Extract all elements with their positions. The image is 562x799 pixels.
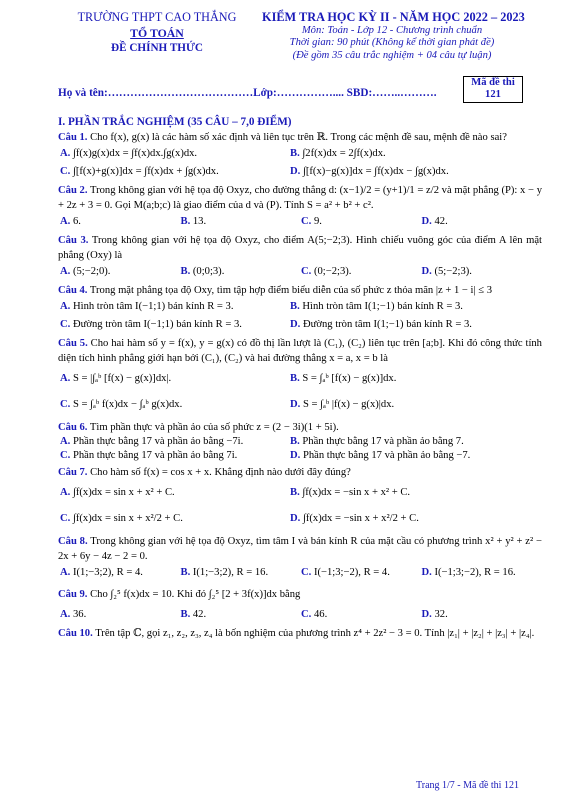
question-text: Trong mặt phẳng tọa độ Oxy, tìm tập hợp điểm biểu diễn của số phức z thỏa mãn |z + 1 − i| ≤ 3 [89, 285, 493, 296]
section-title: I. PHẦN TRẮC NGHIỆM (35 CÂU – 7,0 ĐIỂM) [58, 116, 292, 128]
option-letter: B. [180, 266, 191, 277]
option-b[interactable] [181, 564, 302, 582]
department-name: TỔ TOÁN [130, 26, 184, 40]
options-row [58, 145, 542, 163]
option-letter: B. [290, 148, 300, 159]
option-text: 42. [434, 216, 448, 227]
exam-subject: Môn: Toán - Lớp 12 - Chương trình chuẩn [301, 25, 483, 36]
options-row [58, 480, 542, 506]
question-number: Câu 2. [58, 185, 88, 196]
options-row [58, 298, 542, 316]
question-text: Trong không gian với hệ tọa độ Oxyz, cho đường thẳng d: (x−1)/2 = (y+1)/1 = z/2 và mặt phẳng (P): x − y + 2z + 3 = 0. Gọi M(a;b;c) là giao điểm của d và (P). Tính S = a² + b² + c². [58, 185, 542, 211]
question-1 [58, 130, 542, 145]
option-a[interactable] [60, 564, 181, 582]
option-text: 32. [434, 609, 448, 620]
option-text: Hình tròn tâm I(1;−1) bán kính R = 3. [302, 301, 463, 312]
school-name: TRƯỜNG THPT CAO THẮNG [77, 10, 237, 24]
options-row [58, 435, 542, 449]
option-letter: B. [180, 567, 191, 578]
option-a[interactable] [60, 213, 181, 231]
question-text: Trong không gian với hệ tọa độ Oxyz, cho điểm A(5;−2;3). Hình chiếu vuông góc của điểm A lên mặt phẳng (Oxy) là [58, 235, 542, 261]
option-text: Đường tròn tâm I(−1;1) bán kính R = 3. [72, 319, 242, 330]
question-number: Câu 6. [58, 422, 88, 433]
option-c[interactable] [60, 449, 290, 463]
question-number: Câu 4. [58, 285, 88, 296]
option-text: ∫f(x)dx = −sin x + x²/2 + C. [302, 513, 419, 524]
option-text: (5;−2;0). [72, 266, 111, 277]
option-letter: A. [60, 487, 71, 498]
option-text: ∫f(x)dx = −sin x + x² + C. [302, 487, 411, 498]
option-letter: D. [290, 513, 301, 524]
option-text: 13. [192, 216, 207, 227]
options-row [58, 263, 542, 281]
option-b[interactable] [290, 145, 386, 163]
question-number: Câu 9. [58, 589, 88, 600]
question-list [58, 130, 542, 641]
option-text: ∫f(x)g(x)dx = ∫f(x)dx.∫g(x)dx. [72, 148, 198, 159]
exam-title: KIỂM TRA HỌC KỲ II - NĂM HỌC 2022 – 2023 [262, 10, 525, 24]
official-label: ĐỀ CHÍNH THỨC [111, 42, 203, 54]
question-text: Cho hai hàm số y = f(x), y = g(x) có đồ thị lần lượt là (C₁), (C₂) liên tục trên [a;b]. Khi đó công thức tính diện tích hình phẳng giới hạn bởi (C₁), (C₂) và hai đường thẳng x = a, x = b là [58, 338, 542, 364]
question-text: Cho hàm số f(x) = cos x + x. Khẳng định nào dưới đây đúng? [90, 467, 351, 478]
option-c[interactable] [60, 506, 290, 532]
question-number: Câu 5. [58, 338, 88, 349]
option-b[interactable] [181, 606, 302, 624]
option-text: S = ∫ₐᵇ |f(x) − g(x)|dx. [302, 399, 395, 410]
option-letter: A. [60, 301, 71, 312]
option-letter: D. [290, 450, 301, 461]
question-text: Trong không gian với hệ tọa độ Oxyz, tìm tâm I và bán kính R của mặt cầu có phương trình x² + y² + z² − 2x + 6y − 4z − 2 = 0. [58, 536, 542, 562]
exam-code-label: Mã đề thi [471, 77, 515, 88]
question-2 [58, 183, 542, 213]
options-row [58, 606, 542, 624]
option-letter: B. [290, 487, 300, 498]
question-number: Câu 8. [58, 536, 88, 547]
option-d[interactable] [422, 213, 543, 231]
option-c[interactable] [301, 263, 422, 281]
option-a[interactable] [60, 298, 290, 316]
option-letter: A. [60, 609, 71, 620]
exam-code-number: 121 [485, 89, 501, 100]
option-a[interactable] [60, 480, 290, 506]
option-letter: C. [301, 266, 312, 277]
option-letter: C. [60, 166, 71, 177]
question-3 [58, 233, 542, 263]
option-d[interactable] [422, 263, 543, 281]
option-c[interactable] [301, 564, 422, 582]
option-text: ∫2f(x)dx = 2∫f(x)dx. [302, 148, 386, 159]
options-row [58, 366, 542, 392]
option-a[interactable] [60, 263, 181, 281]
option-text: I(−1;3;−2), R = 16. [434, 567, 516, 578]
option-text: Phần thực bằng 17 và phần ảo bằng 7i. [72, 450, 238, 461]
option-letter: A. [60, 266, 71, 277]
exam-time: Thời gian: 90 phút (Không kể thời gian phát đề) [289, 37, 495, 49]
question-text: Tìm phần thực và phần ảo của số phức z = (2 − 3i)(1 + 5i). [89, 422, 339, 433]
question-number: Câu 1. [58, 132, 88, 143]
option-text: (5;−2;3). [434, 266, 472, 277]
option-text: I(1;−3;2), R = 4. [72, 567, 143, 578]
option-letter: A. [60, 567, 71, 578]
option-text: ∫f(x)dx = sin x + x² + C. [72, 487, 175, 498]
question-8 [58, 534, 542, 564]
option-letter: C. [60, 399, 71, 410]
school-header [62, 10, 252, 54]
option-b[interactable] [290, 298, 463, 316]
options-row [58, 449, 542, 463]
option-text: ∫[f(x)+g(x)]dx = ∫f(x)dx + ∫g(x)dx. [72, 166, 219, 177]
option-letter: D. [290, 399, 301, 410]
option-c[interactable] [60, 163, 290, 181]
option-b[interactable] [290, 435, 464, 449]
option-text: 42. [192, 609, 207, 620]
option-c[interactable] [60, 316, 290, 334]
options-row [58, 506, 542, 532]
option-letter: C. [60, 513, 71, 524]
option-text: S = ∫ₐᵇ f(x)dx − ∫ₐᵇ g(x)dx. [72, 399, 183, 410]
option-letter: A. [60, 148, 71, 159]
option-c[interactable] [301, 213, 422, 231]
option-a[interactable] [60, 435, 290, 449]
option-b[interactable] [290, 366, 396, 392]
option-text: 6. [72, 216, 81, 227]
option-text: (0;−2;3). [313, 266, 352, 277]
option-text: I(−1;3;−2), R = 4. [313, 567, 390, 578]
option-text: (0;0;3). [192, 266, 225, 277]
student-info-line: Họ và tên:…………………………………Lớp:…………….... SBD:……..………. [58, 87, 437, 99]
option-letter: B. [180, 609, 191, 620]
option-a[interactable] [60, 366, 290, 392]
question-number: Câu 10. [58, 628, 93, 639]
option-letter: B. [290, 373, 300, 384]
options-row [58, 392, 542, 418]
question-6 [58, 420, 542, 435]
question-5 [58, 336, 542, 366]
question-text: Cho ∫₂⁵ f(x)dx = 10. Khi đó ∫₂⁵ [2 + 3f(x)]dx bằng [90, 589, 301, 600]
option-d[interactable] [422, 564, 543, 582]
option-c[interactable] [301, 606, 422, 624]
option-text: ∫f(x)dx = sin x + x²/2 + C. [72, 513, 183, 524]
option-d[interactable] [290, 506, 419, 532]
option-c[interactable] [60, 392, 290, 418]
option-text: I(1;−3;2), R = 16. [192, 567, 269, 578]
option-letter: D. [421, 567, 432, 578]
options-row [58, 564, 542, 582]
options-row [58, 316, 542, 334]
option-a[interactable] [60, 606, 181, 624]
option-text: S = |∫ₐᵇ [f(x) − g(x)]dx|. [72, 373, 172, 384]
option-letter: D. [421, 216, 432, 227]
option-text: Phần thực bằng 17 và phần ảo bằng −7i. [72, 436, 244, 447]
option-letter: C. [60, 450, 71, 461]
option-letter: C. [301, 609, 312, 620]
question-9 [58, 584, 542, 606]
option-text: ∫[f(x)−g(x)]dx = ∫f(x)dx − ∫g(x)dx. [302, 166, 449, 177]
question-4 [58, 283, 542, 298]
question-number: Câu 7. [58, 467, 88, 478]
page-footer: Trang 1/7 - Mã đề thi 121 [416, 780, 519, 791]
option-letter: C. [301, 216, 312, 227]
option-letter: A. [60, 216, 71, 227]
option-d[interactable] [422, 606, 543, 624]
option-text: 36. [72, 609, 87, 620]
exam-code-box [463, 76, 523, 103]
option-text: Đường tròn tâm I(1;−1) bán kính R = 3. [302, 319, 472, 330]
question-10 [58, 626, 542, 641]
question-number: Câu 3. [58, 235, 89, 246]
option-b[interactable] [181, 213, 302, 231]
option-letter: B. [180, 216, 191, 227]
option-letter: D. [290, 319, 301, 330]
option-letter: D. [421, 266, 432, 277]
option-a[interactable] [60, 145, 290, 163]
question-7 [58, 465, 542, 480]
option-text: 46. [313, 609, 328, 620]
option-text: S = ∫ₐᵇ [f(x) − g(x)]dx. [302, 373, 397, 384]
option-letter: D. [290, 166, 301, 177]
option-b[interactable] [290, 480, 410, 506]
option-text: Phần thực bằng 17 và phần ảo bằng −7. [302, 450, 471, 461]
option-text: Phần thực bằng 17 và phần ảo bằng 7. [302, 436, 464, 447]
option-letter: A. [60, 373, 71, 384]
exam-structure: (Đề gồm 35 câu trắc nghiệm + 04 câu tự luận) [292, 49, 492, 61]
question-text: Cho f(x), g(x) là các hàm số xác định và liên tục trên ℝ. Trong các mệnh đề sau, mệnh đề nào sai? [90, 132, 507, 143]
option-letter: C. [60, 319, 71, 330]
option-d[interactable] [290, 449, 470, 463]
option-d[interactable] [290, 316, 472, 334]
option-text: Hình tròn tâm I(−1;1) bán kính R = 3. [72, 301, 234, 312]
option-b[interactable] [181, 263, 302, 281]
option-text: 9. [313, 216, 322, 227]
exam-header [262, 10, 525, 62]
option-d[interactable] [290, 163, 449, 181]
option-d[interactable] [290, 392, 394, 418]
options-row [58, 213, 542, 231]
options-row [58, 163, 542, 181]
option-letter: B. [290, 436, 300, 447]
option-letter: D. [421, 609, 432, 620]
option-letter: C. [301, 567, 312, 578]
option-letter: B. [290, 301, 300, 312]
question-text: Trên tập ℂ, gọi z₁, z₂, z₃, z₄ là bốn nghiệm của phương trình z⁴ + 2z² − 3 = 0. Tính |z₁| + |z₂| + |z₃| + |z₄|. [95, 628, 535, 639]
option-letter: A. [60, 436, 71, 447]
